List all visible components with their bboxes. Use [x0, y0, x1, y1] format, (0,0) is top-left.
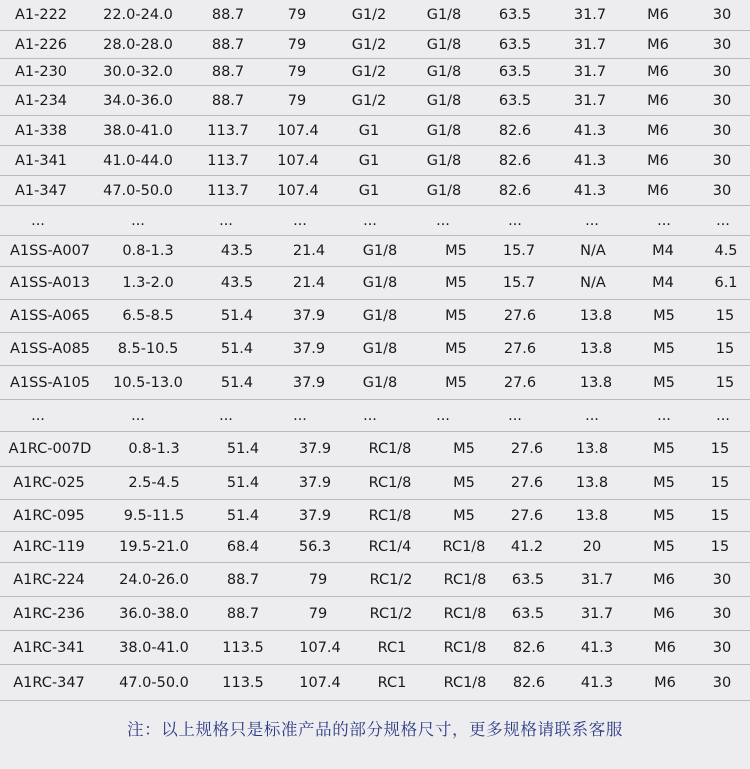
- table-cell: 38.0-41.0: [119, 639, 189, 656]
- table-cell: 41.3: [580, 639, 614, 656]
- table-cell: M6: [647, 36, 669, 53]
- table-row: [0, 116, 750, 146]
- table-cell: 15: [715, 308, 735, 324]
- table-cell: 31.7: [573, 64, 607, 80]
- table-cell: 37.9: [292, 308, 326, 324]
- table-cell: 30: [712, 182, 732, 199]
- table-row: [0, 176, 750, 206]
- table-cell: 30: [712, 122, 732, 139]
- table-cell: ...: [31, 212, 45, 229]
- table-cell: A1RC-007D: [8, 441, 92, 457]
- table-cell: M6: [653, 605, 675, 622]
- table-cell: RC1/8: [443, 639, 487, 656]
- table-cell: 27.6: [503, 308, 537, 324]
- table-cell: N/A: [580, 275, 606, 291]
- table-cell: 63.5: [498, 36, 532, 53]
- table-cell: 15: [710, 441, 730, 457]
- table-cell: G1/8: [362, 374, 398, 391]
- table-cell: 8.5-10.5: [117, 341, 179, 357]
- table-cell: 79: [308, 605, 328, 622]
- table-cell: ...: [293, 212, 307, 229]
- table-cell: 82.6: [498, 122, 532, 139]
- table-cell: RC1/8: [368, 441, 412, 457]
- table-cell: 51.4: [220, 374, 254, 391]
- table-cell: A1-341: [14, 152, 68, 169]
- table-row: [0, 563, 750, 597]
- table-cell: N/A: [580, 243, 606, 259]
- table-cell: A1-226: [14, 36, 68, 53]
- table-cell: G1/8: [426, 7, 462, 23]
- table-cell: 13.8: [575, 441, 609, 457]
- table-row: [0, 0, 750, 31]
- table-cell: 82.6: [512, 674, 546, 691]
- table-cell: A1RC-095: [13, 507, 85, 524]
- table-cell: 30: [712, 571, 732, 588]
- table-cell: M6: [647, 182, 669, 199]
- table-cell: A1SS-A013: [9, 275, 91, 291]
- table-cell: A1-222: [14, 7, 68, 23]
- table-cell: 37.9: [292, 374, 326, 391]
- table-cell: 1.3-2.0: [122, 275, 174, 291]
- table-cell: 68.4: [226, 539, 260, 555]
- table-cell: ...: [131, 212, 145, 229]
- table-cell: 15: [715, 374, 735, 391]
- table-cell: 10.5-13.0: [113, 374, 183, 391]
- table-cell: 37.9: [298, 441, 332, 457]
- table-cell: 30: [712, 605, 732, 622]
- table-cell: RC1/8: [368, 475, 412, 491]
- table-row: [0, 86, 750, 116]
- table-cell: M5: [653, 341, 675, 357]
- table-cell: 9.5-11.5: [123, 507, 185, 524]
- table-cell: 2.5-4.5: [128, 475, 180, 491]
- table-cell: 6.5-8.5: [122, 308, 174, 324]
- table-cell: 21.4: [292, 275, 326, 291]
- table-cell: G1: [358, 122, 380, 139]
- table-cell: 51.4: [226, 475, 260, 491]
- table-cell: G1/8: [426, 92, 462, 109]
- table-cell: 88.7: [211, 36, 245, 53]
- table-cell: A1SS-A085: [9, 341, 91, 357]
- table-cell: 88.7: [226, 571, 260, 588]
- table-cell: ...: [219, 407, 233, 424]
- table-cell: 43.5: [220, 243, 254, 259]
- table-cell: ...: [716, 212, 730, 229]
- table-cell: 82.6: [498, 152, 532, 169]
- table-cell: M5: [453, 475, 475, 491]
- table-cell: 107.4: [277, 152, 319, 169]
- table-row: [0, 300, 750, 333]
- table-cell: RC1/8: [443, 674, 487, 691]
- table-cell: M5: [453, 507, 475, 524]
- table-cell: ...: [585, 407, 599, 424]
- table-cell: 79: [287, 64, 307, 80]
- table-cell: ...: [363, 212, 377, 229]
- table-cell: A1SS-A105: [9, 374, 91, 391]
- table-cell: M5: [445, 275, 467, 291]
- table-row: [0, 532, 750, 563]
- table-cell: 34.0-36.0: [103, 92, 173, 109]
- table-cell: 36.0-38.0: [119, 605, 189, 622]
- table-cell: 21.4: [292, 243, 326, 259]
- table-cell: 41.3: [573, 122, 607, 139]
- table-cell: 30: [712, 36, 732, 53]
- table-cell: 31.7: [573, 7, 607, 23]
- table-cell: M6: [654, 639, 676, 656]
- table-cell: 79: [287, 7, 307, 23]
- table-cell: G1/8: [426, 122, 462, 139]
- table-row: [0, 500, 750, 532]
- table-cell: M5: [653, 374, 675, 391]
- table-cell: 31.7: [573, 36, 607, 53]
- ellipsis-row: [0, 400, 750, 432]
- table-cell: G1/8: [426, 182, 462, 199]
- table-row: [0, 31, 750, 59]
- table-cell: 15: [710, 539, 730, 555]
- table-cell: ...: [31, 407, 45, 424]
- table-cell: ...: [657, 212, 671, 229]
- table-cell: 79: [287, 92, 307, 109]
- table-cell: G1/2: [351, 7, 387, 23]
- table-cell: A1-338: [14, 122, 68, 139]
- table-cell: A1RC-025: [13, 475, 85, 491]
- table-cell: 19.5-21.0: [119, 539, 189, 555]
- table-cell: ...: [508, 212, 522, 229]
- table-cell: 37.9: [298, 507, 332, 524]
- table-cell: 0.8-1.3: [122, 243, 174, 259]
- table-cell: M5: [653, 308, 675, 324]
- table-cell: RC1/8: [368, 507, 412, 524]
- table-cell: G1/8: [426, 36, 462, 53]
- table-cell: 56.3: [298, 539, 332, 555]
- table-cell: M5: [445, 308, 467, 324]
- table-cell: 107.4: [299, 674, 341, 691]
- table-cell: 113.7: [207, 182, 249, 199]
- table-cell: 51.4: [226, 441, 260, 457]
- table-cell: A1RC-119: [13, 539, 85, 555]
- table-cell: M5: [445, 243, 467, 259]
- table-cell: M6: [647, 122, 669, 139]
- table-cell: 30: [712, 7, 732, 23]
- table-row: [0, 333, 750, 366]
- table-cell: 30: [712, 152, 732, 169]
- table-cell: RC1/8: [443, 571, 487, 588]
- table-cell: 15.7: [502, 243, 536, 259]
- table-cell: ...: [219, 212, 233, 229]
- table-cell: ...: [716, 407, 730, 424]
- table-cell: M6: [647, 152, 669, 169]
- table-cell: ...: [508, 407, 522, 424]
- table-cell: 63.5: [498, 64, 532, 80]
- table-cell: ...: [363, 407, 377, 424]
- table-cell: 63.5: [511, 605, 545, 622]
- table-cell: RC1: [377, 639, 407, 656]
- table-cell: 30: [712, 64, 732, 80]
- table-cell: G1/8: [426, 64, 462, 80]
- table-cell: 27.6: [510, 507, 544, 524]
- table-cell: 15.7: [502, 275, 536, 291]
- table-cell: 27.6: [503, 374, 537, 391]
- table-cell: 41.3: [573, 182, 607, 199]
- table-cell: RC1: [377, 674, 407, 691]
- table-cell: G1: [358, 182, 380, 199]
- table-cell: 13.8: [579, 308, 613, 324]
- table-row: [0, 146, 750, 176]
- table-cell: 31.7: [580, 571, 614, 588]
- table-cell: M6: [647, 92, 669, 109]
- table-cell: 15: [715, 341, 735, 357]
- table-cell: 88.7: [226, 605, 260, 622]
- table-cell: RC1/4: [368, 539, 412, 555]
- table-cell: 30: [712, 639, 732, 656]
- table-cell: 113.7: [207, 152, 249, 169]
- table-cell: M6: [647, 64, 669, 80]
- table-cell: M5: [653, 539, 675, 555]
- table-cell: A1RC-236: [13, 605, 85, 622]
- table-row: [0, 366, 750, 400]
- table-cell: 88.7: [211, 7, 245, 23]
- table-cell: M4: [652, 243, 674, 259]
- table-cell: ...: [436, 212, 450, 229]
- table-cell: 51.4: [220, 341, 254, 357]
- table-cell: M6: [654, 674, 676, 691]
- table-cell: 41.2: [510, 539, 544, 555]
- table-cell: G1/8: [362, 308, 398, 324]
- table-cell: 107.4: [277, 122, 319, 139]
- table-cell: 27.6: [510, 441, 544, 457]
- table-cell: ...: [293, 407, 307, 424]
- table-row: [0, 467, 750, 500]
- table-cell: RC1/8: [442, 539, 486, 555]
- table-cell: 107.4: [299, 639, 341, 656]
- table-cell: 28.0-28.0: [103, 36, 173, 53]
- table-cell: 47.0-50.0: [119, 674, 189, 691]
- table-cell: 38.0-41.0: [103, 122, 173, 139]
- table-cell: 79: [287, 36, 307, 53]
- table-cell: M6: [653, 571, 675, 588]
- table-cell: RC1/2: [369, 605, 413, 622]
- table-cell: 20: [582, 539, 602, 555]
- table-cell: 31.7: [573, 92, 607, 109]
- table-cell: 51.4: [226, 507, 260, 524]
- table-cell: 27.6: [510, 475, 544, 491]
- table-cell: 0.8-1.3: [128, 441, 180, 457]
- table-cell: 27.6: [503, 341, 537, 357]
- table-cell: M6: [647, 7, 669, 23]
- table-cell: A1SS-A007: [9, 243, 91, 259]
- table-cell: 43.5: [220, 275, 254, 291]
- table-cell: 13.8: [575, 507, 609, 524]
- table-cell: 51.4: [220, 308, 254, 324]
- table-cell: 37.9: [292, 341, 326, 357]
- table-cell: A1SS-A065: [9, 308, 91, 324]
- table-cell: M5: [445, 374, 467, 391]
- table-cell: A1RC-224: [13, 571, 85, 588]
- table-row: [0, 432, 750, 467]
- table-cell: 113.5: [222, 639, 264, 656]
- table-cell: G1/8: [362, 243, 398, 259]
- table-cell: 30: [712, 674, 732, 691]
- table-cell: 113.7: [207, 122, 249, 139]
- table-cell: 37.9: [298, 475, 332, 491]
- table-cell: ...: [585, 212, 599, 229]
- table-row: [0, 597, 750, 631]
- table-cell: RC1/8: [443, 605, 487, 622]
- table-cell: RC1/2: [369, 571, 413, 588]
- table-cell: 30.0-32.0: [103, 64, 173, 80]
- table-cell: G1/8: [362, 275, 398, 291]
- table-cell: G1/2: [351, 64, 387, 80]
- table-cell: G1/2: [351, 92, 387, 109]
- table-cell: M5: [445, 341, 467, 357]
- table-cell: 82.6: [498, 182, 532, 199]
- table-cell: ...: [657, 407, 671, 424]
- table-cell: 30: [712, 92, 732, 109]
- footnote: 注：以上规格只是标准产品的部分规格尺寸，更多规格请联系客服: [127, 720, 623, 739]
- table-cell: G1: [358, 152, 380, 169]
- table-cell: 79: [308, 571, 328, 588]
- table-cell: 13.8: [579, 374, 613, 391]
- table-cell: G1/8: [426, 152, 462, 169]
- table-cell: G1/2: [351, 36, 387, 53]
- table-cell: 63.5: [498, 7, 532, 23]
- table-cell: 88.7: [211, 64, 245, 80]
- table-cell: 13.8: [579, 341, 613, 357]
- table-cell: M5: [653, 441, 675, 457]
- table-cell: 107.4: [277, 182, 319, 199]
- table-cell: 88.7: [211, 92, 245, 109]
- table-cell: ...: [131, 407, 145, 424]
- table-cell: M5: [653, 475, 675, 491]
- table-cell: M4: [652, 275, 674, 291]
- table-cell: 24.0-26.0: [119, 571, 189, 588]
- table-cell: M5: [653, 507, 675, 524]
- table-row: [0, 236, 750, 267]
- table-row: [0, 267, 750, 300]
- table-cell: 41.0-44.0: [103, 152, 173, 169]
- table-cell: 113.5: [222, 674, 264, 691]
- table-cell: 6.1: [714, 275, 738, 291]
- table-row: [0, 631, 750, 665]
- table-cell: 22.0-24.0: [103, 7, 173, 23]
- table-cell: 41.3: [573, 152, 607, 169]
- table-row: [0, 59, 750, 86]
- table-cell: 13.8: [575, 475, 609, 491]
- table-cell: 41.3: [580, 674, 614, 691]
- ellipsis-row: [0, 206, 750, 236]
- table-cell: A1-234: [14, 92, 68, 109]
- table-cell: 15: [710, 507, 730, 524]
- table-cell: 63.5: [511, 571, 545, 588]
- table-row: [0, 665, 750, 701]
- table-cell: 4.5: [714, 243, 738, 259]
- table-cell: 47.0-50.0: [103, 182, 173, 199]
- table-cell: M5: [453, 441, 475, 457]
- table-cell: A1-230: [14, 64, 68, 80]
- table-cell: ...: [436, 407, 450, 424]
- table-cell: 63.5: [498, 92, 532, 109]
- table-cell: 82.6: [512, 639, 546, 656]
- table-cell: A1RC-347: [13, 674, 85, 691]
- table-cell: A1-347: [14, 182, 68, 199]
- table-cell: A1RC-341: [13, 639, 85, 656]
- table-cell: 15: [710, 475, 730, 491]
- table-cell: 31.7: [580, 605, 614, 622]
- table-cell: G1/8: [362, 341, 398, 357]
